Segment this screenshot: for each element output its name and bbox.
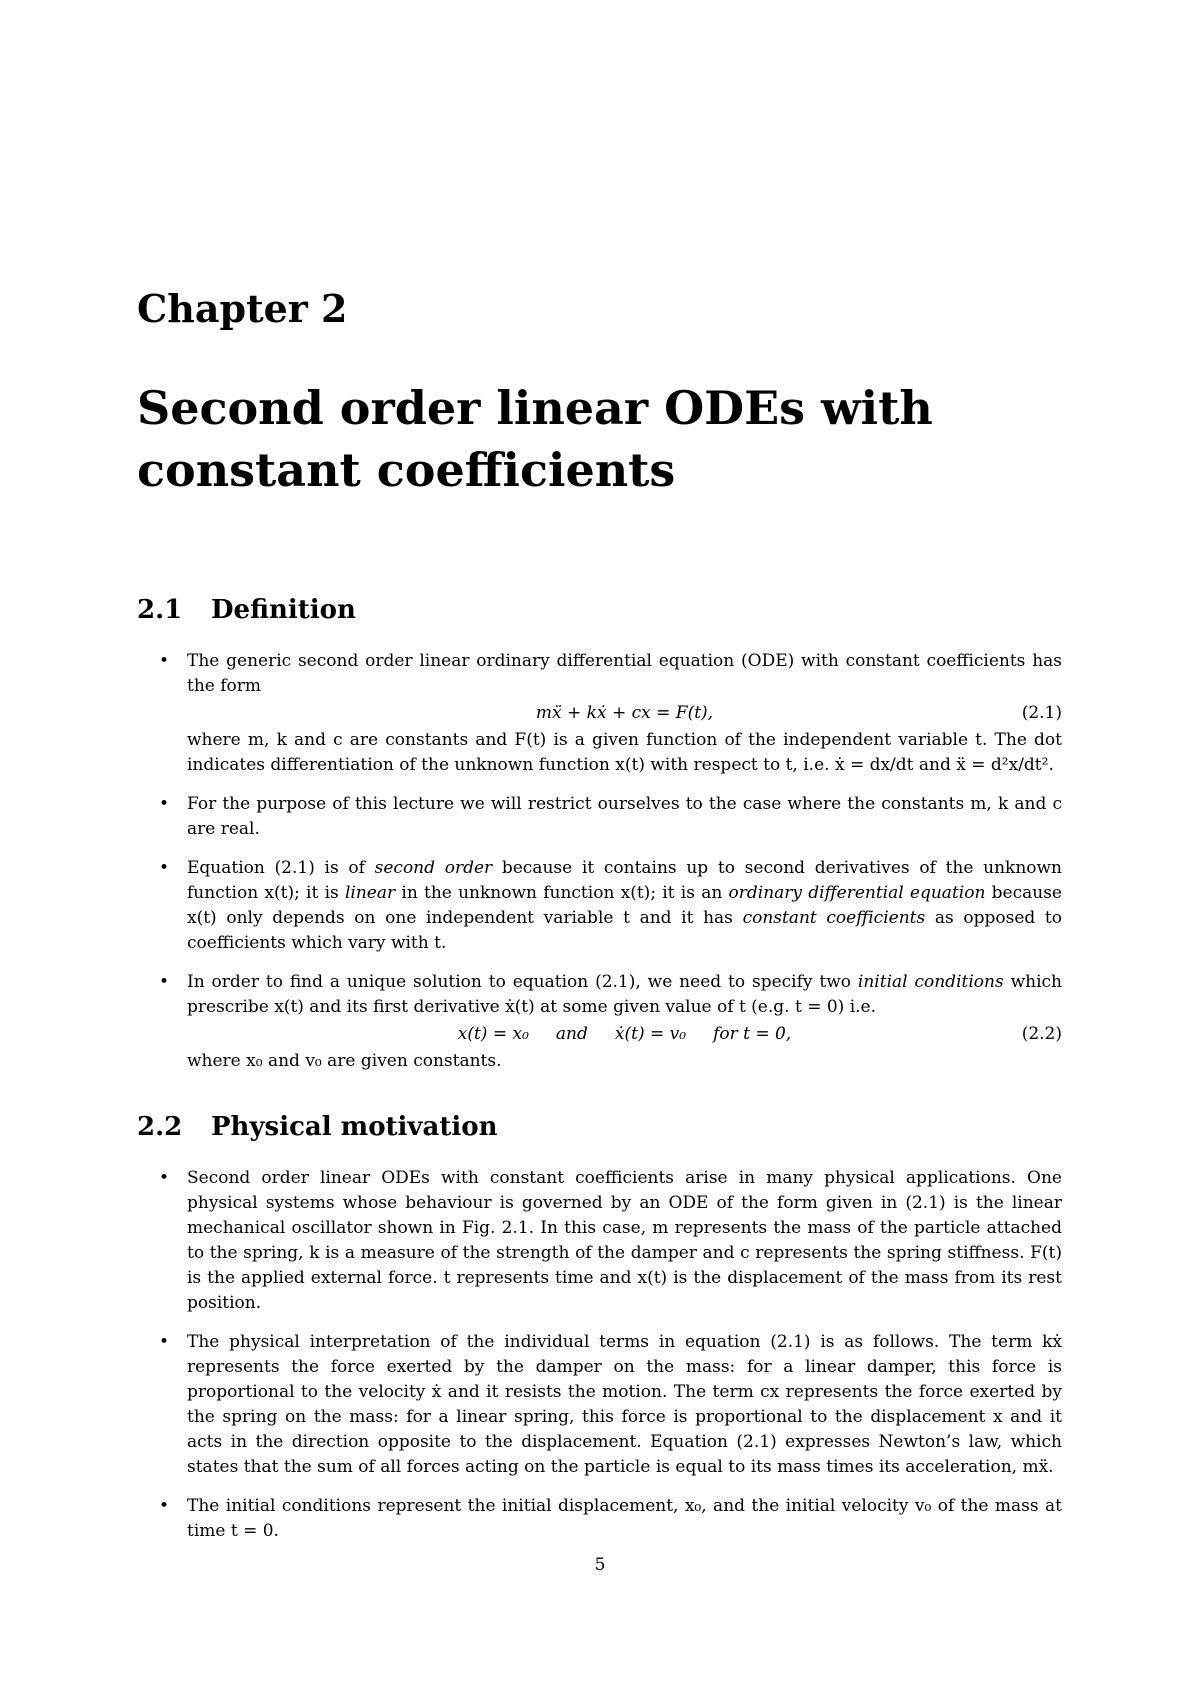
bullet-list	[137, 1166, 1062, 1544]
list-item	[137, 856, 1062, 956]
paragraph-text: where m, k and c are constants and F(t) is a given function of the independent variable t. The dot indicates differentiation of the unknown function x(t) with respect to t, i.e. ẋ = dx/dt and ẍ = d²x/dt².	[187, 730, 1062, 775]
bullet-list	[137, 649, 1062, 1074]
emphasis: ordinary differential equation	[728, 883, 986, 903]
section-physical-motivation	[137, 1110, 1062, 1544]
text-run: Equation (2.1) is of	[187, 858, 375, 878]
list-item	[137, 1166, 1062, 1316]
section-title: Definition	[211, 595, 356, 625]
text-run: In order to find a unique solution to equation (2.1), we need to specify two	[187, 972, 858, 992]
text-run: because x(t) only depends on one independent variable t and it has	[187, 883, 1062, 928]
bullet-icon: •	[159, 972, 170, 992]
text-run: which prescribe x(t) and its first derivative ẋ(t) at some given value of t (e.g. t = 0) i.e.	[187, 972, 1062, 1017]
paragraph-text: where x₀ and v₀ are given constants.	[187, 1051, 502, 1071]
text-run: as opposed to coefficients which vary with t.	[187, 908, 1062, 953]
bullet-icon: •	[159, 1168, 170, 1188]
emphasis: constant coefficients	[742, 908, 926, 928]
section-number: 2.2	[137, 1112, 183, 1142]
paragraph-text: The initial conditions represent the initial displacement, x₀, and the initial velocity v₀ of the mass at time t = 0.	[187, 1496, 1062, 1541]
text-run: in the unknown function x(t); it is an	[395, 883, 729, 903]
section-heading	[137, 593, 1062, 627]
section-title: Physical motivation	[211, 1112, 498, 1142]
equation-2-2	[187, 1022, 1062, 1047]
page-content	[137, 285, 1062, 1558]
list-item	[137, 649, 1062, 778]
list-item	[137, 1494, 1062, 1544]
paragraph-text: For the purpose of this lecture we will restrict ourselves to the case where the constants m, k and c are real.	[187, 794, 1062, 839]
equation-2-1	[187, 701, 1062, 726]
emphasis: second order	[374, 858, 493, 878]
bullet-icon: •	[159, 794, 170, 814]
chapter-title-line-1: Second order linear ODEs with	[137, 381, 933, 435]
page-number: 5	[594, 1555, 606, 1575]
equation-number: (2.2)	[1021, 1024, 1062, 1044]
text-run: because it contains up to second derivatives of the unknown function x(t); it is	[187, 858, 1062, 903]
section-definition	[137, 593, 1062, 1074]
bullet-icon: •	[159, 858, 170, 878]
bullet-icon: •	[159, 1332, 170, 1352]
section-heading	[137, 1110, 1062, 1144]
list-item	[137, 970, 1062, 1074]
emphasis: linear	[344, 883, 396, 903]
list-item	[137, 1330, 1062, 1480]
paragraph-text: The physical interpretation of the individual terms in equation (2.1) is as follows. The term kẋ represents the force exerted by the damper on the mass: for a linear damper, this force is proportional to the velocity ẋ and it resists the motion. The term cx represents the force exerted by the spring on the mass: for a linear spring, this force is proportional to the displacement x and it acts in the direction opposite to the displacement. Equation (2.1) expresses Newton’s law, which states that the sum of all forces acting on the particle is equal to its mass times its acceleration, mẍ.	[187, 1332, 1062, 1477]
paragraph-text: The generic second order linear ordinary differential equation (ODE) with constant coefficients has the form	[187, 651, 1062, 696]
chapter-title-line-2: constant coefficients	[137, 443, 676, 497]
chapter-label: Chapter 2	[137, 286, 348, 331]
list-item	[137, 792, 1062, 842]
bullet-icon: •	[159, 651, 170, 671]
chapter-title	[137, 377, 1062, 501]
equation-body: x(t) = x₀ and ẋ(t) = v₀ for t = 0,	[457, 1024, 792, 1044]
section-number: 2.1	[137, 595, 183, 625]
emphasis: initial conditions	[857, 972, 1004, 992]
bullet-icon: •	[159, 1496, 170, 1516]
equation-number: (2.1)	[1021, 703, 1062, 723]
paragraph-text: Second order linear ODEs with constant coefficients arise in many physical applications. One physical systems whose behaviour is governed by an ODE of the form given in (2.1) is the linear mechanical oscillator shown in Fig. 2.1. In this case, m represents the mass of the particle attached to the spring, k is a measure of the strength of the damper and c represents the spring stiffness. F(t) is the applied external force. t represents time and x(t) is the displacement of the mass from its rest position.	[187, 1168, 1062, 1313]
equation-body: mẍ + kẋ + cx = F(t),	[535, 703, 714, 723]
